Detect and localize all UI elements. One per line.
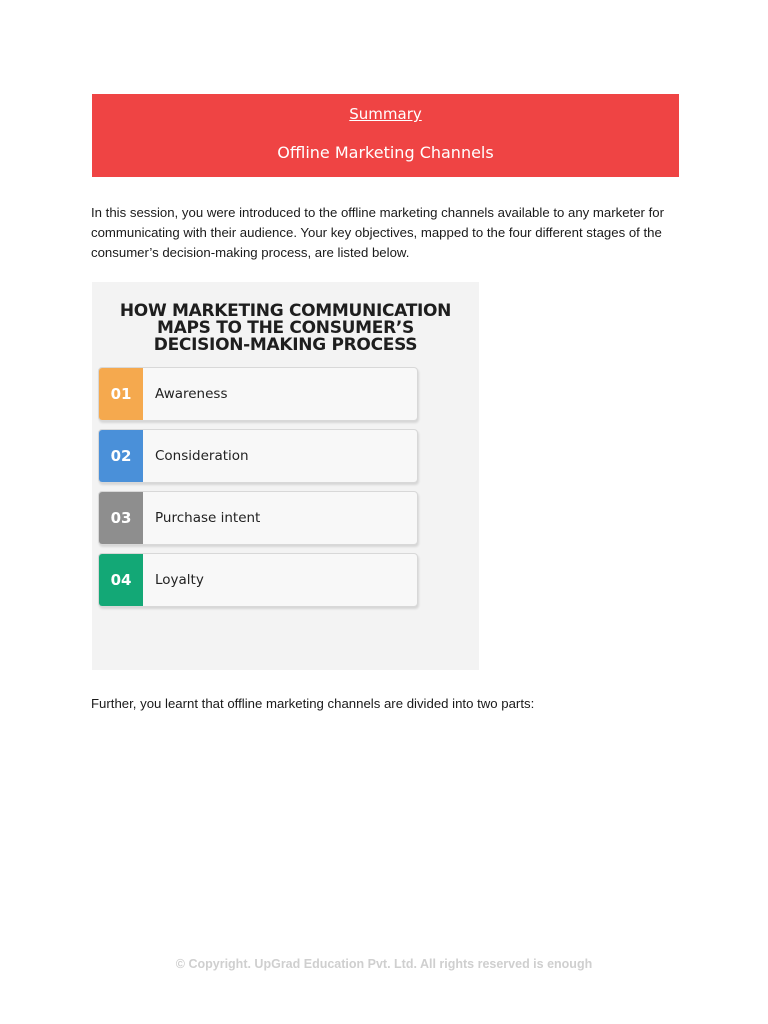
copyright-footer: © Copyright. UpGrad Education Pvt. Ltd. All rights reserved is enough — [175, 957, 593, 971]
stage-purchase-intent — [98, 491, 418, 545]
decision-process-figure — [92, 282, 479, 670]
stage-label: Awareness — [155, 386, 228, 402]
stage-awareness — [98, 367, 418, 421]
stage-label: Consideration — [155, 448, 249, 464]
stage-number: 02 — [99, 430, 143, 482]
stage-number: 03 — [99, 492, 143, 544]
header-banner — [92, 94, 679, 177]
section-title: Offline Marketing Channels — [277, 143, 494, 162]
stage-label: Purchase intent — [155, 510, 261, 526]
summary-heading: Summary — [349, 105, 422, 123]
figure-title-line: MAPS TO THE CONSUMER’S — [157, 318, 414, 338]
figure-title — [92, 303, 479, 354]
stage-number: 01 — [99, 368, 143, 420]
stage-consideration — [98, 429, 418, 483]
stage-loyalty — [98, 553, 418, 607]
stage-label: Loyalty — [155, 572, 204, 588]
intro-paragraph: In this session, you were introduced to the offline marketing channels available to any marketer for communicating with their audience. Your key objectives, mapped to the four different stages of the consumer’s decision-making process, are listed below. — [91, 205, 664, 260]
stage-number: 04 — [99, 554, 143, 606]
further-paragraph: Further, you learnt that offline marketing channels are divided into two parts: — [91, 696, 535, 711]
figure-title-line: HOW MARKETING COMMUNICATION — [119, 301, 452, 321]
figure-title-line: DECISION-MAKING PROCESS — [153, 335, 418, 355]
